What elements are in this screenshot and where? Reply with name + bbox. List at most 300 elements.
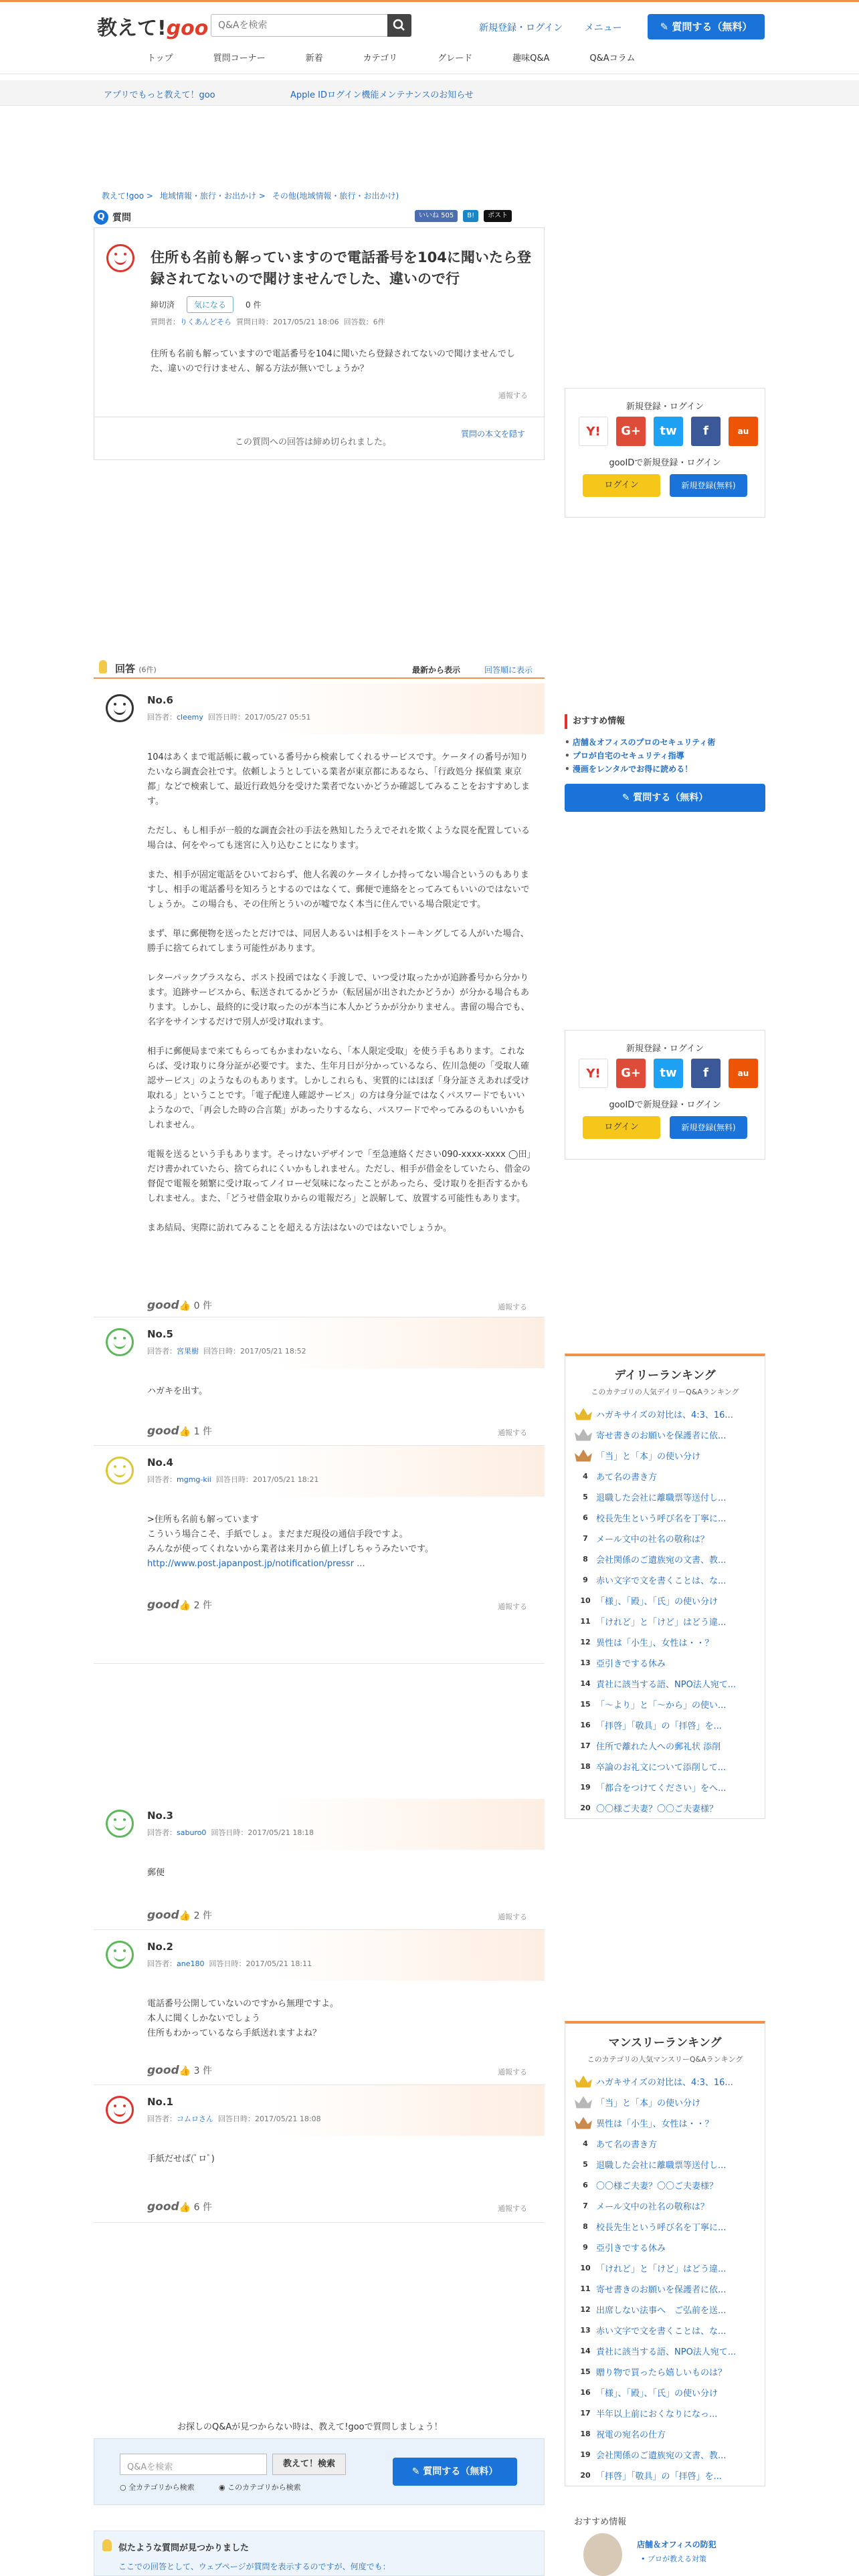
yahoo-login-icon[interactable]: Y!	[579, 417, 608, 446]
nav-item[interactable]: トップ	[147, 53, 173, 64]
rank-number: 17	[580, 2409, 591, 2418]
expert-photo	[583, 2533, 622, 2576]
header-search	[211, 14, 411, 37]
rank-number: 13	[580, 2326, 591, 2335]
kininaru-button[interactable]: 気になる	[187, 296, 233, 313]
answer-date: 回答日時：2017/05/21 18:08	[218, 2115, 321, 2123]
good-label: good	[147, 2200, 179, 2214]
ranking-item-label: 校長先生という呼び名を丁寧に...	[596, 1514, 727, 1524]
option-this-category[interactable]: ◉ このカテゴリから検索	[219, 2483, 301, 2492]
ranking-item-label: 卒論のお礼文について添削して...	[596, 1763, 727, 1773]
login-button[interactable]: ログイン	[583, 474, 660, 497]
answer-report-link[interactable]: 通報する	[498, 1428, 527, 1437]
meta-prefix: 質問者：	[151, 318, 180, 326]
ranking-item[interactable]	[575, 2465, 755, 2486]
facebook-login-icon[interactable]: f	[691, 1059, 721, 1088]
answer-item	[94, 2085, 545, 2223]
answerer-avatar	[106, 1810, 134, 1838]
ranking-item-label: 退職した会社に離職票等送付し...	[596, 1493, 727, 1503]
ranking-item-label: あて名の書き方	[596, 1473, 658, 1483]
rank-number: 9	[583, 1576, 588, 1584]
ranking-item[interactable]	[575, 1549, 755, 1570]
ranking-item[interactable]	[575, 2071, 755, 2092]
ranking-item[interactable]	[575, 2341, 755, 2361]
similar-desc[interactable]: ここでの回答として、ウェブページが質問を表示するのですが、何度でも：	[118, 2562, 391, 2571]
ranking-item-label: 「拝啓」「敬具」の「拝啓」を...	[596, 2472, 722, 2482]
thumbs-up-icon: 👍	[179, 2202, 191, 2213]
answer-meta	[147, 1474, 318, 1485]
crown-icon	[575, 1429, 592, 1441]
rank-number: 10	[580, 2264, 591, 2272]
question-date: 質問日時：2017/05/21 18:06	[236, 318, 339, 326]
answer-header	[94, 683, 545, 734]
ranking-item[interactable]	[575, 1735, 755, 1756]
rank-number: 18	[580, 1762, 591, 1771]
ranking-item[interactable]	[575, 2403, 755, 2424]
breadcrumb-item[interactable]: 地域情報・旅行・お出かけ >	[159, 191, 266, 201]
answer-header	[94, 1930, 545, 1981]
answer-header	[94, 1799, 545, 1850]
ranking-item-label: 贈り物で買ったら嬉しいものは？	[596, 2368, 727, 2378]
nav-item[interactable]: 新着	[305, 53, 323, 64]
answer-body	[147, 750, 533, 1236]
answer-text: ハガキを出す。	[147, 1386, 207, 1396]
answer-body	[147, 1513, 533, 1572]
answerer-prefix: 回答者：	[147, 713, 177, 722]
question-body: 住所も名前も解っていますので電話番号を104に聞いたら登録されてないので聞けませんでした、違いので行けません、解る方法が無いでしょうか？	[151, 349, 515, 374]
au-login-icon[interactable]: au	[729, 417, 758, 446]
expert-link[interactable]: 店舗＆オフィスの防犯	[637, 2540, 717, 2549]
ranking-item[interactable]	[575, 2299, 755, 2320]
search-button[interactable]	[387, 14, 411, 37]
rank-number: 10	[580, 1596, 591, 1605]
ranking-item-label: 「けれど」と「けど」はどう違...	[596, 1618, 727, 1628]
answerer-avatar	[106, 694, 134, 722]
questioner-link[interactable]: りくあんどそら	[180, 318, 231, 326]
ranking-item[interactable]	[575, 1777, 755, 1798]
answerer-prefix: 回答者：	[147, 1959, 177, 1968]
rank-number: 15	[580, 1700, 591, 1709]
ranking-item-label: 会社関係のご遺族宛の文書、教...	[596, 2451, 727, 2461]
rank-number: 8	[583, 1555, 588, 1564]
rank-number: 16	[580, 1721, 591, 1729]
ranking-item-label: 半年以上前におくなりになっ...	[596, 2409, 718, 2420]
ranking-item-label: あて名の書き方	[596, 2140, 658, 2150]
question-title: 住所も名前も解っていますので電話番号を104に聞いたら登録されてないので聞けませんでした、違いので行	[151, 249, 531, 287]
ranking-item[interactable]	[575, 1466, 755, 1487]
rank-number: 5	[583, 1493, 588, 1501]
ranking-item[interactable]	[575, 2216, 755, 2237]
ranking-item[interactable]	[575, 2154, 755, 2175]
ranking-item[interactable]	[575, 2361, 755, 2382]
daily-ranking-list	[565, 1404, 765, 1818]
rank-number: 19	[580, 2450, 591, 2459]
header-links	[479, 21, 641, 34]
ranking-item[interactable]	[575, 2133, 755, 2154]
thumbs-up-icon: 👍	[179, 1301, 191, 1311]
ranking-item[interactable]	[575, 1404, 755, 1424]
question-report-link[interactable]: 通報する	[498, 391, 528, 400]
answerer-link[interactable]: コムロさん	[177, 2115, 213, 2123]
ranking-item-label: メール文中の社名の敬称は？	[596, 1535, 709, 1545]
ranking-item-label: ハガキサイズの対比は、4:3、16...	[596, 2078, 733, 2088]
ranking-item-label: 寄せ書きのお願いを保護者に依...	[596, 1431, 727, 1441]
good-label: good	[147, 1598, 179, 1612]
lightbulb-icon	[99, 660, 107, 673]
bottom-search-title: お探しのQ&Aが見つからない時は、教えて!gooで質問しましょう！	[177, 2422, 443, 2432]
nav-item[interactable]: 質問コーナー	[213, 53, 266, 64]
answerer-prefix: 回答者：	[147, 2115, 177, 2123]
ranking-item[interactable]	[575, 1424, 755, 1445]
answer-meta	[147, 1827, 314, 1838]
bottom-ask-label: 質問する（無料）	[423, 2466, 498, 2477]
thumbs-up-icon: 👍	[179, 2066, 191, 2076]
answer-report-link[interactable]: 通報する	[498, 2204, 527, 2213]
sidebar-ask-button[interactable]: ✎ 質問する（無料）	[565, 784, 765, 812]
social-login-icons	[579, 1059, 758, 1088]
register-button[interactable]: 新規登録(無料)	[670, 1116, 747, 1139]
ranking-item-label: 赤い文字で文を書くことは、な...	[596, 1576, 727, 1586]
answer-date: 回答日時：2017/05/21 18:21	[215, 1475, 319, 1484]
answer-url-link[interactable]: http://www.post.japanpost.jp/notification/pressr ...	[147, 1559, 365, 1569]
answerer-link[interactable]: cleemy	[177, 713, 203, 722]
answer-meta	[147, 1958, 312, 1969]
menu-link[interactable]: メニュー	[584, 23, 622, 33]
bottom-search-input[interactable]: Q&Aを検索	[120, 2454, 267, 2475]
question-status-row	[151, 296, 261, 313]
pencil-icon: ✎	[660, 21, 672, 33]
answer-number: No.3	[147, 1810, 173, 1822]
monthly-ranking	[565, 2021, 765, 2486]
bottom-search-button[interactable]: 教えて！検索	[272, 2454, 346, 2475]
question-q-icon: Q	[94, 210, 108, 225]
ranking-item-label: 〇〇様ご夫妻？〇〇ご夫妻様？	[596, 2181, 719, 2191]
daily-ranking-title: デイリーランキング	[614, 1369, 716, 1382]
rank-number: 15	[580, 2367, 591, 2376]
ranking-item[interactable]	[575, 1632, 755, 1652]
nav-item[interactable]: グレード	[438, 53, 473, 64]
answer-number: No.4	[147, 1457, 173, 1469]
ranking-item[interactable]	[575, 1756, 755, 1777]
question-box	[94, 227, 545, 460]
expert-info	[574, 2514, 765, 2563]
good-count: 2 件	[193, 1600, 212, 1611]
ranking-item-label: 住所で離れた人への郵礼状 添削	[596, 1742, 721, 1752]
good-button[interactable]	[147, 2064, 212, 2077]
thumbs-up-icon: 👍	[179, 1426, 191, 1437]
rank-number: 11	[580, 1617, 591, 1626]
crown-icon	[575, 2117, 592, 2129]
yahoo-login-icon[interactable]: Y!	[579, 1059, 608, 1088]
similar-title: 似たような質問が見つかりました	[118, 2543, 250, 2553]
reco-item[interactable]: • 漫画をレンタルでお得に読める！	[565, 762, 765, 776]
question-label	[94, 210, 131, 225]
ranking-item-label: 祝電の宛名の仕方	[596, 2430, 666, 2440]
login-button[interactable]: ログイン	[583, 1116, 660, 1139]
ranking-item-label: 「けれど」と「けど」はどう違...	[596, 2264, 727, 2274]
bottom-ask-button[interactable]: ✎ 質問する（無料）	[393, 2458, 517, 2486]
site-header	[0, 2, 859, 74]
ranking-item[interactable]	[575, 2092, 755, 2113]
facebook-login-icon[interactable]: f	[691, 417, 721, 446]
rank-number: 8	[583, 2222, 588, 2231]
x-post-button[interactable]: ポスト	[484, 210, 512, 222]
ranking-item[interactable]	[575, 2424, 755, 2444]
monthly-ranking-list	[565, 2071, 765, 2486]
ranking-item-label: 「様」、「殿」、「氏」の使い分け	[596, 1597, 719, 1607]
answers-header	[94, 659, 545, 679]
option-all-label: 全カテゴリから検索	[128, 2483, 195, 2492]
answerer-prefix: 回答者：	[147, 1828, 177, 1837]
ranking-item[interactable]	[575, 1507, 755, 1528]
ranking-item[interactable]	[575, 2444, 755, 2465]
answer-report-link[interactable]: 通報する	[498, 1303, 527, 1311]
ranking-item-label: 亞引きでする休み	[596, 1659, 666, 1669]
ranking-item-label: 出席しない法事へ ご弘前を送...	[596, 2306, 727, 2316]
answer-item	[94, 1799, 545, 1930]
search-icon	[387, 14, 411, 37]
answer-header	[94, 1446, 545, 1497]
ranking-item-label: 「都合をつけてください」をへ...	[596, 1784, 727, 1794]
ranking-item[interactable]	[575, 1570, 755, 1590]
answer-text: 郵便	[147, 1868, 165, 1878]
answers-title-text: 回答	[115, 663, 136, 675]
answer-text: 手紙だせば(ﾟロﾟ)	[147, 2154, 215, 2164]
answerer-link[interactable]: ane180	[177, 1959, 205, 1968]
google-login-icon[interactable]: G+	[616, 417, 646, 446]
good-button[interactable]	[147, 2200, 212, 2214]
twitter-login-icon[interactable]: tw	[654, 417, 683, 446]
questioner-avatar	[106, 244, 134, 272]
answer-body	[147, 1384, 533, 1399]
thumbs-up-icon: 👍	[179, 1911, 191, 1921]
good-count: 2 件	[193, 1911, 212, 1921]
similar-questions-box	[94, 2531, 545, 2576]
ranking-item-label: メール文中の社名の敬称は？	[596, 2202, 709, 2212]
ranking-item-label: 「当」と「本」の使い分け	[596, 2099, 701, 2109]
good-button[interactable]	[147, 1299, 212, 1312]
status-badge: 締切済	[151, 300, 175, 310]
au-login-icon[interactable]: au	[729, 1059, 758, 1088]
ranking-item-label: 責社に該当する語、NPO法人宛て...	[596, 2347, 737, 2357]
good-label: good	[147, 2064, 179, 2077]
answerer-avatar	[106, 1941, 134, 1969]
ranking-item[interactable]	[575, 1590, 755, 1611]
rank-number: 7	[583, 1534, 588, 1543]
good-count: 0 件	[193, 1301, 212, 1311]
logo-text-jp: 教えて!	[97, 17, 167, 40]
ranking-item[interactable]	[575, 1611, 755, 1632]
expert-title: おすすめ情報	[574, 2517, 627, 2527]
good-count: 3 件	[193, 2066, 212, 2076]
hide-question-link[interactable]: 質問の本文を隠す	[461, 429, 526, 439]
answerer-link[interactable]: 宮果樹	[177, 1347, 199, 1356]
ranking-item-label: 責社に該当する語、NPO法人宛て...	[596, 1680, 737, 1690]
ranking-item-label: 亞引きでする休み	[596, 2244, 666, 2254]
answer-text: >住所も名前も解っています こういう場合こそ、手紙でしょ。まだまだ現役の通信手段ですよ。 みんなが使ってくれないから業者は来月から値上げしちゃうみたいです。	[147, 1515, 434, 1554]
ask-button-label: 質問する（無料）	[672, 21, 753, 33]
ranking-item-label: 「拝啓」「敬具」の「拝啓」を...	[596, 1721, 722, 1731]
ranking-item[interactable]	[575, 1715, 755, 1735]
facebook-like-button[interactable]: いいね 505	[415, 210, 458, 222]
crown-icon	[575, 2097, 592, 2109]
rank-number: 6	[583, 2181, 588, 2189]
ranking-item-label: ハガキサイズの対比は、4:3、16...	[596, 1410, 733, 1420]
answer-report-link[interactable]: 通報する	[498, 1913, 527, 1921]
crown-icon	[575, 1450, 592, 1462]
rank-number: 18	[580, 2430, 591, 2438]
answer-text: 電話番号公開していないのですから無理ですよ。 本人に聞くしかないでしょう 住所もわかっているなら手紙送れますよね？	[147, 1999, 339, 2038]
ranking-item[interactable]	[575, 2195, 755, 2216]
ranking-item-label: 〇〇様ご夫妻？〇〇ご夫妻様？	[596, 1804, 719, 1814]
rank-number: 17	[580, 1741, 591, 1750]
ranking-item[interactable]	[575, 1694, 755, 1715]
logo-text-goo: goo	[166, 17, 209, 40]
ranking-item[interactable]	[575, 1652, 755, 1673]
rank-number: 20	[580, 1804, 591, 1812]
answer-item	[94, 1446, 545, 1664]
expert-sublink[interactable]: • プロが教える対策	[641, 2555, 706, 2563]
rank-number: 14	[580, 1679, 591, 1688]
monthly-ranking-title: マンスリーランキング	[608, 2036, 722, 2050]
ask-question-button[interactable]	[648, 14, 765, 39]
closed-text: この質問への回答は締め切られました。	[235, 437, 392, 447]
ranking-item[interactable]	[575, 1445, 755, 1466]
nav-item[interactable]: カテゴリ	[363, 53, 398, 64]
login-title: 新規登録・ログイン	[626, 1044, 704, 1054]
ranking-item[interactable]	[575, 2278, 755, 2299]
rank-number: 5	[583, 2160, 588, 2169]
ranking-item[interactable]	[575, 2320, 755, 2341]
breadcrumb-item[interactable]: その他(地域情報・旅行・お出かけ)	[272, 191, 399, 201]
sort-newest[interactable]: 最新から表示	[412, 665, 461, 675]
rank-number: 13	[580, 1658, 591, 1667]
ranking-item[interactable]	[575, 2237, 755, 2258]
answerer-link[interactable]: saburo0	[177, 1828, 207, 1837]
rank-number: 12	[580, 2305, 591, 2314]
question-meta	[151, 316, 385, 327]
ranking-item[interactable]	[575, 2258, 755, 2278]
monthly-ranking-sub: このカテゴリの人気マンスリーQ&Aランキング	[587, 2055, 743, 2064]
rank-number: 9	[583, 2243, 588, 2252]
answer-report-link[interactable]: 通報する	[498, 2068, 527, 2076]
rank-number: 12	[580, 1638, 591, 1646]
rank-number: 4	[583, 1472, 588, 1481]
answerer-link[interactable]: mgmg-kii	[177, 1475, 211, 1484]
good-count: 1 件	[193, 1426, 212, 1437]
answer-date: 回答日時：2017/05/27 05:51	[207, 713, 311, 722]
lightbulb-icon	[102, 2539, 112, 2551]
option-all-categories[interactable]: ○ 全カテゴリから検索	[120, 2483, 195, 2492]
twitter-login-icon[interactable]: tw	[654, 1059, 683, 1088]
maintenance-notice-link[interactable]: Apple IDログイン機能メンテナンスのお知らせ	[290, 90, 474, 100]
reco-item[interactable]: • プロが自宅のセキュリティ指導	[565, 749, 765, 762]
ranking-item-label: 校長先生という呼び名を丁寧に...	[596, 2223, 727, 2233]
answer-date: 回答日時：2017/05/21 18:11	[209, 1959, 312, 1968]
rank-number: 7	[583, 2202, 588, 2210]
notice-bar	[0, 80, 859, 106]
answers-title	[115, 661, 157, 675]
daily-ranking	[565, 1354, 765, 1819]
ranking-item[interactable]	[575, 1487, 755, 1507]
google-login-icon[interactable]: G+	[616, 1059, 646, 1088]
ranking-item[interactable]	[575, 1798, 755, 1818]
ranking-item-label: 寄せ書きのお願いを保護者に依...	[596, 2285, 727, 2295]
rank-number: 6	[583, 1513, 588, 1522]
ranking-item-label: 「当」と「本」の使い分け	[596, 1452, 701, 1462]
nav-item[interactable]: Q&Aコラム	[589, 53, 636, 64]
gooid-login-text: gooIDで新規登録・ログイン	[609, 458, 721, 468]
register-button[interactable]: 新規登録(無料)	[670, 474, 747, 497]
ranking-item-label: 会社関係のご遺族宛の文書、教...	[596, 1555, 727, 1566]
option-cat-label: このカテゴリから検索	[227, 2483, 301, 2492]
share-buttons	[415, 210, 512, 222]
answer-meta	[147, 2113, 321, 2124]
answer-item	[94, 683, 545, 1317]
rank-number: 16	[580, 2388, 591, 2397]
good-button[interactable]	[147, 1909, 212, 1922]
sort-oldest[interactable]: 回答順に表示	[484, 665, 533, 675]
ranking-item-label: 異性は「小生」、女性は・・？	[596, 1638, 714, 1648]
kininaru-count: 0 件	[246, 300, 262, 310]
reco-item[interactable]: • 店舗＆オフィスのプロのセキュリティ術	[565, 736, 765, 749]
login-box-2	[565, 1030, 765, 1160]
app-notice-link[interactable]: アプリでもっと教えて！goo	[104, 90, 215, 100]
good-label: good	[147, 1909, 179, 1922]
answer-report-link[interactable]: 通報する	[498, 1602, 527, 1611]
ranking-item[interactable]	[575, 2113, 755, 2133]
answer-number: No.6	[147, 694, 173, 706]
breadcrumb-item[interactable]: 教えて!goo >	[102, 191, 153, 201]
answer-date: 回答日時：2017/05/21 18:52	[203, 1347, 306, 1356]
search-input[interactable]	[211, 15, 385, 36]
breadcrumb	[102, 190, 405, 201]
good-label: good	[147, 1299, 179, 1312]
answerer-prefix: 回答者：	[147, 1347, 177, 1356]
crown-icon	[575, 1408, 592, 1420]
answer-body	[147, 1866, 533, 1881]
answer-meta	[147, 1346, 306, 1356]
hatena-bookmark-button[interactable]: B!	[463, 210, 478, 222]
answer-text: 104はあくまで電話帳に載っている番号から検索してくれるサービスです。ケータイの番号が知りたいなら調査会社です。依頼しようとしている業者が東京都にあるなら、「行政処分 探偵業 東京都」などで検索して、最近行政処分を受けた業者でないかどうか確認してみることをおすすめします。 ただし、もし相手が一般的な調査会社の手法を熟知したうえでそれを欺くような罠を配置している場合は、何をやっても迷宮に入り込むことになります。 また、相手が固定電話をひいておらず、他人名義のケータイしか持ってない場合というのもありますし、相手の電話番号を知ろうとするのではなくて、郵便で連絡をとってみてもいいのではないでしょうか。この場合も、その住所とういのが嘘でなく本当に住んでいる場合限定です。 まず、単に郵便物を送ったとだけでは、同居人あるいは相手をストーキングしてる人がいた場合、勝手に捨てられてしまう可能性があります。 レターパックプラスなら、ポスト投函ではなく手渡しで、いつ受け取ったかが追跡番号から分かります。追跡サービスから、転送されてるかどうか（転居届が出されたかどうか）が分かる場合もあります。しかし、最終的に受け取ったのが本当に本人かどうかが分かりません。書留の場合でも、名字をサインするだけで別人が受け取れます。 相手に郵便局まで来てもらってもかまわないなら、「本人限定受取」を使う手もあります。これならば、受け取りに身分証が必要です。また、生年月日が分かっているなら、佐川急便の「受取人確認サービス」のようなものもあります。しかしこれらも、実質的にはほぼ「身分証さえあれば受け取れる」ということです。「電子配達人確認サービス」の方は身分証ではなくパスワードでもいいようなので、「再会した時の合言葉」があったりするなら、パスワードでやってみるのもいいかもしれません。 電報を送るという手もあります。そっけないデザインで「至急連絡ください090-xxxx-xxxx ◯田」だけ書かれていたら、捨てられにくいかもしれません。ただし、相手が借金をしていたら、借金の督促で電報を頻繁に受け取ってノイローゼ気味になったことがあったら、受け取りを拒否するかもしれません。また、「どうせ借金取りからの電報だろ」と誤解して、放置する可能性もあります。 まあ結局、実際に訪れてみることを超える方法はないのではないでしょうか。	[147, 752, 531, 1233]
ranking-item-label: 退職した会社に離職票等送付し...	[596, 2161, 727, 2171]
site-logo[interactable]	[97, 11, 208, 41]
ranking-item[interactable]	[575, 1528, 755, 1549]
login-title: 新規登録・ログイン	[626, 402, 704, 412]
answer-body	[147, 2152, 533, 2167]
crown-icon	[575, 2076, 592, 2088]
thumbs-up-icon: 👍	[179, 1600, 191, 1611]
nav-item[interactable]: 趣味Q&A	[512, 53, 550, 64]
good-button[interactable]	[147, 1598, 212, 1612]
answerer-avatar	[106, 1457, 134, 1485]
ranking-item[interactable]	[575, 2175, 755, 2195]
good-label: good	[147, 1424, 179, 1438]
social-login-icons	[579, 417, 758, 446]
reco-title: おすすめ情報	[565, 714, 765, 729]
rank-number: 11	[580, 2284, 591, 2293]
answer-date: 回答日時：2017/05/21 18:18	[211, 1828, 314, 1837]
login-box-1	[565, 388, 765, 518]
gooid-login-text: gooIDで新規登録・ログイン	[609, 1100, 721, 1110]
ranking-item[interactable]	[575, 1673, 755, 1694]
answer-header	[94, 2085, 545, 2136]
good-button[interactable]	[147, 1424, 212, 1438]
ranking-item[interactable]	[575, 2382, 755, 2403]
answer-item	[94, 1317, 545, 1446]
answer-number: No.2	[147, 1941, 173, 1953]
register-login-link[interactable]: 新規登録・ログイン	[479, 23, 563, 33]
